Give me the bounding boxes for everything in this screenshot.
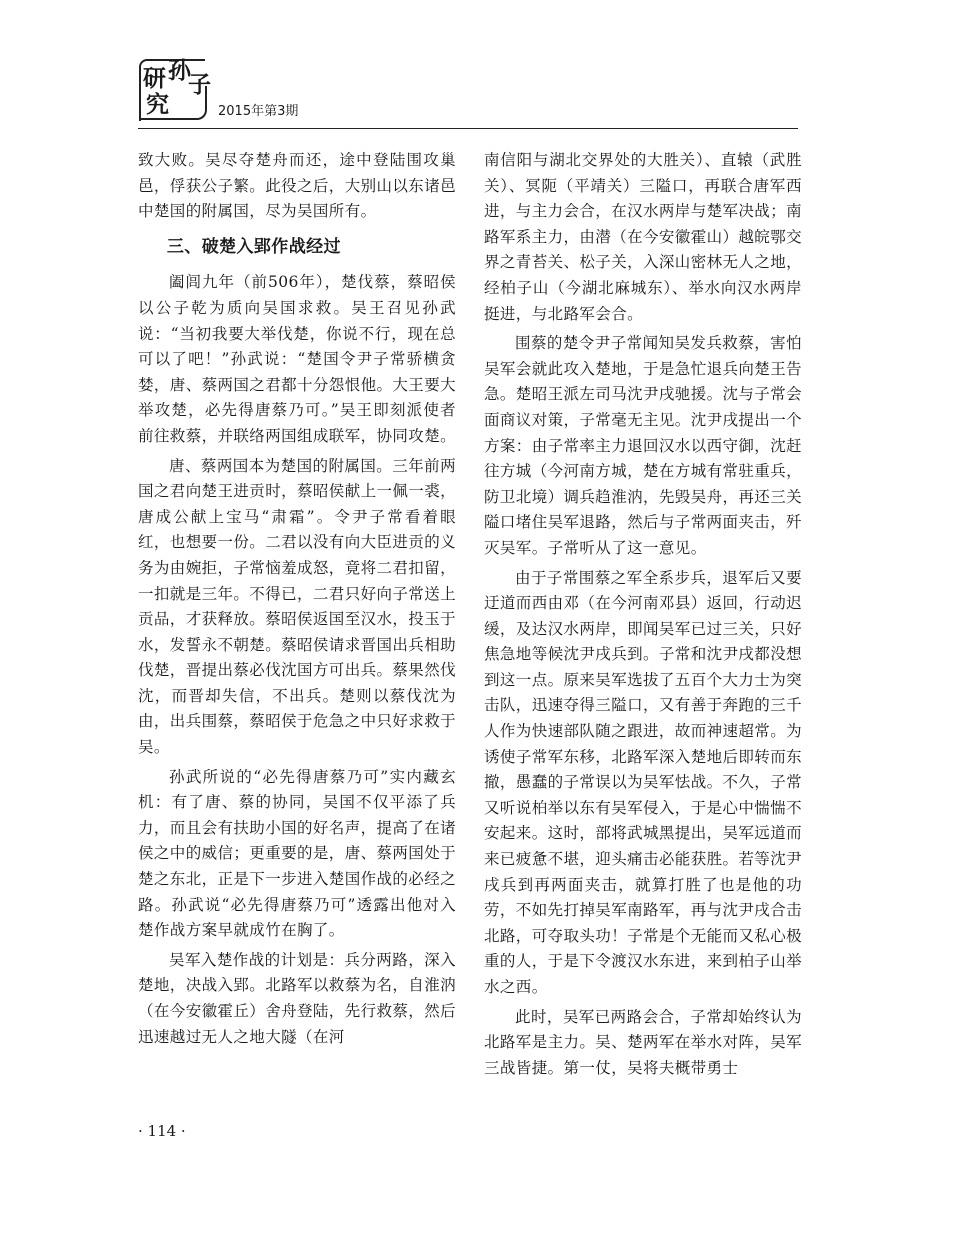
paragraph: 吴军入楚作战的计划是：兵分两路，深入楚地，决战入郢。北路军以救蔡为名，自淮汭（在今安徽霍丘）舍舟登陆，先行救蔡，然后迅速越过无人之地大隧（在河 bbox=[138, 950, 457, 1046]
logo-char: 子 bbox=[188, 71, 211, 98]
right-column bbox=[484, 148, 802, 1085]
paragraph: 由于子常围蔡之军全系步兵，退军后又要迂道而西由邓（在今河南邓县）返回，行动迟缓，及达汉水两岸，即闻吴军已过三关，只好焦急地等候沈尹戌兵到。子常和沈尹戌都没想到这一点。原来吴军选拔了五百个大力士为突击队，迅速夺得三隘口，又有善于奔跑的三千人作为快速部队随之跟进，故而神速超常。为诱使子常军东移，北路军深入楚地后即转而东撤，愚蠢的子常误以为吴军怯战。不久，子常又听说柏举以东有吴军侵入，于是心中惴惴不安起来。这时，部将武城黑提出，吴军远道而来已疲惫不堪，迎头痛击必能获胜。若等沈尹戌兵到再两面夹击，就算打胜了也是他的功劳，不如先打掉吴军南路军，再与沈尹戌合击北路，可夺取头功！子常是个无能而又私心极重的人，于是下令渡汉水东进，来到柏子山举水之西。 bbox=[484, 568, 803, 996]
paragraph: 阖闾九年（前506年），楚伐蔡，蔡昭侯以公子乾为质向吴国求救。吴王召见孙武说：“当初我要大举伐楚，你说不行，现在总可以了吧！”孙武说：“楚国令尹子常骄横贪婪，唐、蔡两国之君都十分怨恨他。大王要大举攻楚，必先得唐蔡乃可。”吴王即刻派使者前往救蔡，并联络两国组成联军，协同攻楚。 bbox=[138, 273, 457, 445]
issue-label: 2015年第3期 bbox=[218, 104, 299, 119]
paragraph: 致大败。吴尽夺楚舟而还，途中登陆围攻巢邑，俘获公子繁。此役之后，大别山以东诸邑中楚国的附属国，尽为吴国所有。 bbox=[138, 151, 457, 221]
logo-char: 孙 bbox=[168, 57, 191, 84]
logo-char: 究 bbox=[146, 91, 169, 118]
paragraph: 此时，吴军已两路会合，子常却始终认为北路军是主力。吴、楚两军在举水对阵，吴军三战皆捷。第一仗，吴将夫概带勇士 bbox=[484, 1007, 803, 1077]
paragraph: 唐、蔡两国本为楚国的附属国。三年前两国之君向楚王进贡时，蔡昭侯献上一佩一裘，唐成公献上宝马“肃霜”。令尹子常看着眼红，也想要一份。二君以没有向大臣进贡的义务为由婉拒，子常恼羞成怒，竟将二君扣留，一扣就是三年。不得已，二君只好向子常送上贡品，才获释放。蔡昭侯返国至汉水，投玉于水，发誓永不朝楚。蔡昭侯请求晋国出兵相助伐楚，晋提出蔡必伐沈国方可出兵。蔡果然伐沈，而晋却失信，不出兵。楚则以蔡伐沈为由，出兵围蔡，蔡昭侯于危急之中只好求救于吴。 bbox=[138, 456, 457, 757]
paragraph: 南信阳与湖北交界处的大胜关）、直辕（武胜关）、冥阨（平靖关）三隘口，再联合唐军西进，与主力会合，在汉水两岸与楚军决战；南路军系主力，由潜（在今安徽霍山）越皖鄂交界之青苔关、松子关，入深山密林无人之地，经柏子山（今湖北麻城东）、举水向汉水两岸挺进，与北路军会合。 bbox=[484, 151, 803, 323]
paragraph: 围蔡的楚令尹子常闻知吴发兵救蔡，害怕吴军会就此攻入楚地，于是急忙退兵向楚王告急。楚昭王派左司马沈尹戌驰援。沈与子常会面商议对策，子常毫无主见。沈尹戌提出一个方案：由子常率主力退回汉水以西守御，沈赶往方城（今河南方城，楚在方城有常驻重兵，防卫北境）调兵趋淮汭，先毁吴舟，再还三关隘口堵住吴军退路，然后与子常两面夹击，歼灭吴军。子常听从了这一意见。 bbox=[484, 334, 803, 557]
logo-char: 研 bbox=[143, 65, 166, 92]
paragraph: 孙武所说的“必先得唐蔡乃可”实内藏玄机：有了唐、蔡的协同，吴国不仅平添了兵力，而且会有扶助小国的好名声，提高了在诸侯之中的威信；更重要的是，唐、蔡两国处于楚之东北，正是下一步进入楚国作战的必经之路。孙武说“必先得唐蔡乃可”透露出他对入楚作战方案早就成竹在胸了。 bbox=[138, 767, 457, 940]
page-number: · 114 · bbox=[138, 1122, 186, 1140]
header-rule bbox=[138, 128, 798, 129]
journal-logo bbox=[138, 56, 211, 122]
page-header bbox=[138, 56, 798, 132]
section-title: 三、破楚入郢作战经过 bbox=[166, 236, 341, 257]
left-column bbox=[138, 148, 456, 1054]
